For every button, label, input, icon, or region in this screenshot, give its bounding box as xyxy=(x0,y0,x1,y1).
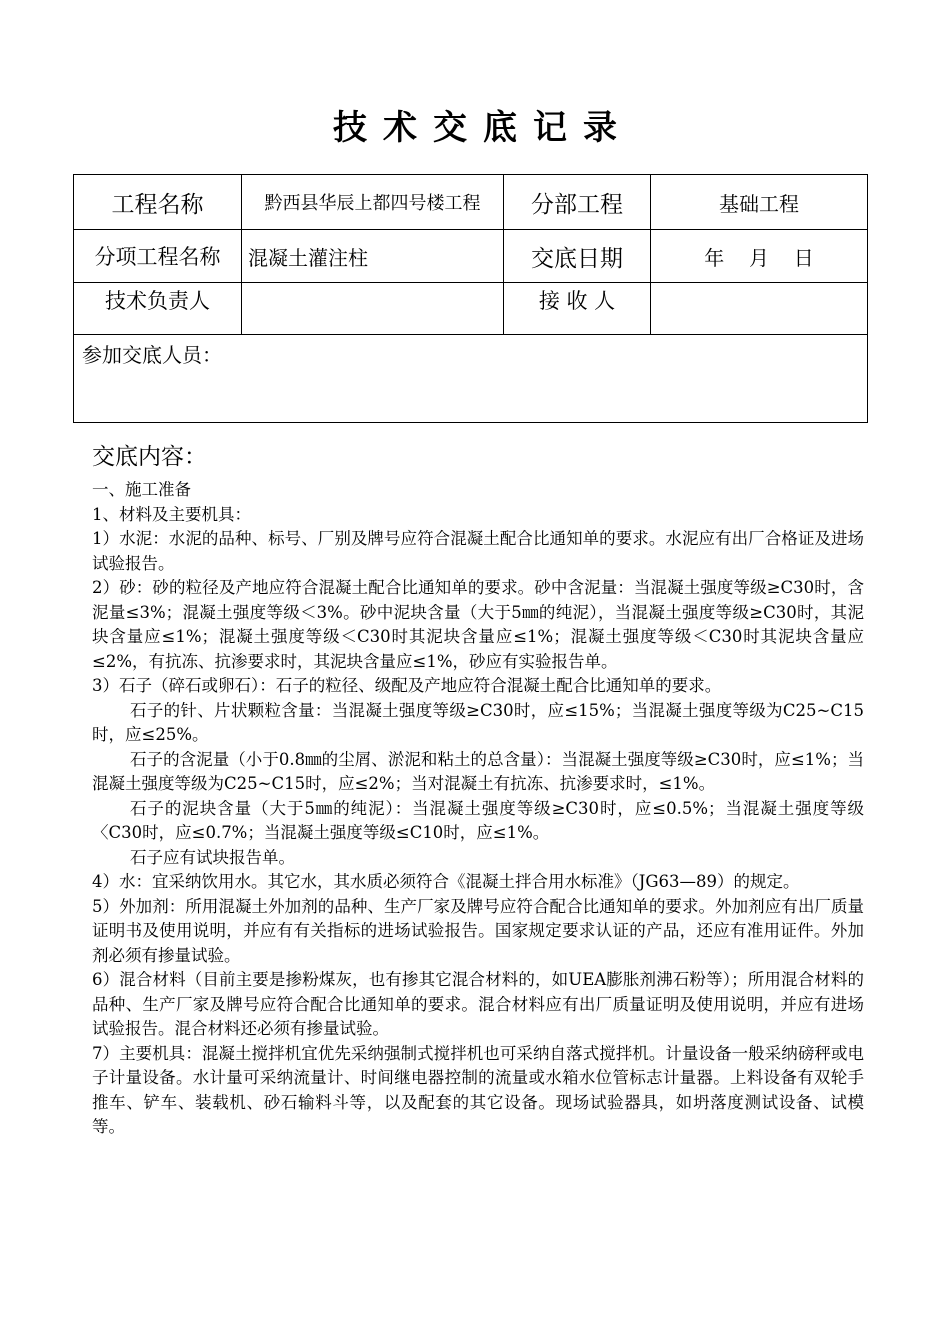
receiver-label: 接 收 人 xyxy=(504,283,651,335)
sub-project-label: 分部工程 xyxy=(504,175,651,230)
paragraph: 石子应有试块报告单。 xyxy=(130,847,295,867)
project-name-label: 工程名称 xyxy=(74,175,242,230)
paragraph: 4）水：宜采纳饮用水。其它水，其水质必须符合《混凝土拌合用水标准》（JG63—89）的规定。 xyxy=(92,872,800,891)
paragraph: 一、施工准备 xyxy=(92,480,191,499)
paragraph: 2）砂：砂的粒径及产地应符合混凝土配合比通知单的要求。砂中含泥量：当混凝土强度等级≥C30时，含泥量≤3%；混凝土强度等级＜3%。砂中泥块含量（大于5㎜的纯泥），当混凝土强度等级≥C30时，其泥块含量应≤1%；混凝土强度等级＜C30时其泥块含量应≤1%；混凝土强度等级＜C30时其泥块含量应≤2%，有抗冻、抗渗要求时，其泥块含量应≤1%，砂应有实验报告单。 xyxy=(92,578,864,671)
date-value: 年 月 日 xyxy=(651,230,868,283)
paragraph: 1、材料及主要机具： xyxy=(92,504,251,524)
paragraph: 5）外加剂：所用混凝土外加剂的品种、生产厂家及牌号应符合配合比通知单的要求。外加剂应有出厂质量证明书及使用说明，并应有有关指标的进场试验报告。国家规定要求认证的产品，还应有准用证件。外加剂必须有掺量试验。 xyxy=(92,896,864,965)
tech-lead-label: 技术负责人 xyxy=(74,283,242,335)
paragraph: 7）主要机具：混凝土搅拌机宜优先采纳强制式搅拌机也可采纳自落式搅拌机。计量设备一般采纳磅秤或电子计量设备。水计量可采纳流量计、时间继电器控制的流量或水箱水位管标志计量器。上料设备有双轮手推车、铲车、装载机、砂石输料斗等，以及配套的其它设备。现场试验器具，如坍落度测试设备、试模等。 xyxy=(92,1043,864,1136)
item-name-value: 混凝土灌注柱 xyxy=(242,230,504,283)
paragraph: 石子的针、片状颗粒含量：当混凝土强度等级≥C30时，应≤15%；当混凝土强度等级为C25~C15时，应≤25%。 xyxy=(92,700,864,744)
info-table xyxy=(73,174,868,423)
participants-label: 参加交底人员： xyxy=(74,335,868,423)
page-title: 技术交底记录 xyxy=(333,108,633,148)
project-name-value: 黔西县华辰上都四号楼工程 xyxy=(242,175,504,230)
date-label: 交底日期 xyxy=(504,230,651,283)
tech-lead-value xyxy=(242,283,504,335)
paragraph: 石子的含泥量（小于0.8㎜的尘屑、淤泥和粘土的总含量）：当混凝土强度等级≥C30时，应≤1%；当混凝土强度等级为C25~C15时，应≤2%；当对混凝土有抗冻、抗渗要求时，≤1%。 xyxy=(92,749,864,793)
paragraph: 石子的泥块含量（大于5㎜的纯泥）：当混凝土强度等级≥C30时，应≤0.5%；当混凝土强度等级〈C30时，应≤0.7%；当混凝土强度等级≤C10时，应≤1%。 xyxy=(92,798,864,842)
item-name-label: 分项工程名称 xyxy=(74,230,242,283)
paragraph: 3）石子（碎石或卵石）：石子的粒径、级配及产地应符合混凝土配合比通知单的要求。 xyxy=(92,676,722,695)
paragraph: 6）混合材料（目前主要是掺粉煤灰，也有掺其它混合材料的，如UEA膨胀剂沸石粉等）；所用混合材料的品种、生产厂家及牌号应符合配合比通知单的要求。混合材料应有出厂质量证明及使用说明，并应有进场试验报告。混合材料还必须有掺量试验。 xyxy=(92,970,864,1038)
paragraph: 1）水泥：水泥的品种、标号、厂别及牌号应符合混凝土配合比通知单的要求。水泥应有出厂合格证及进场试验报告。 xyxy=(92,529,864,573)
content-body xyxy=(92,478,864,1140)
receiver-value xyxy=(651,283,868,335)
sub-project-value: 基础工程 xyxy=(651,175,868,230)
content-heading: 交底内容： xyxy=(92,444,207,470)
